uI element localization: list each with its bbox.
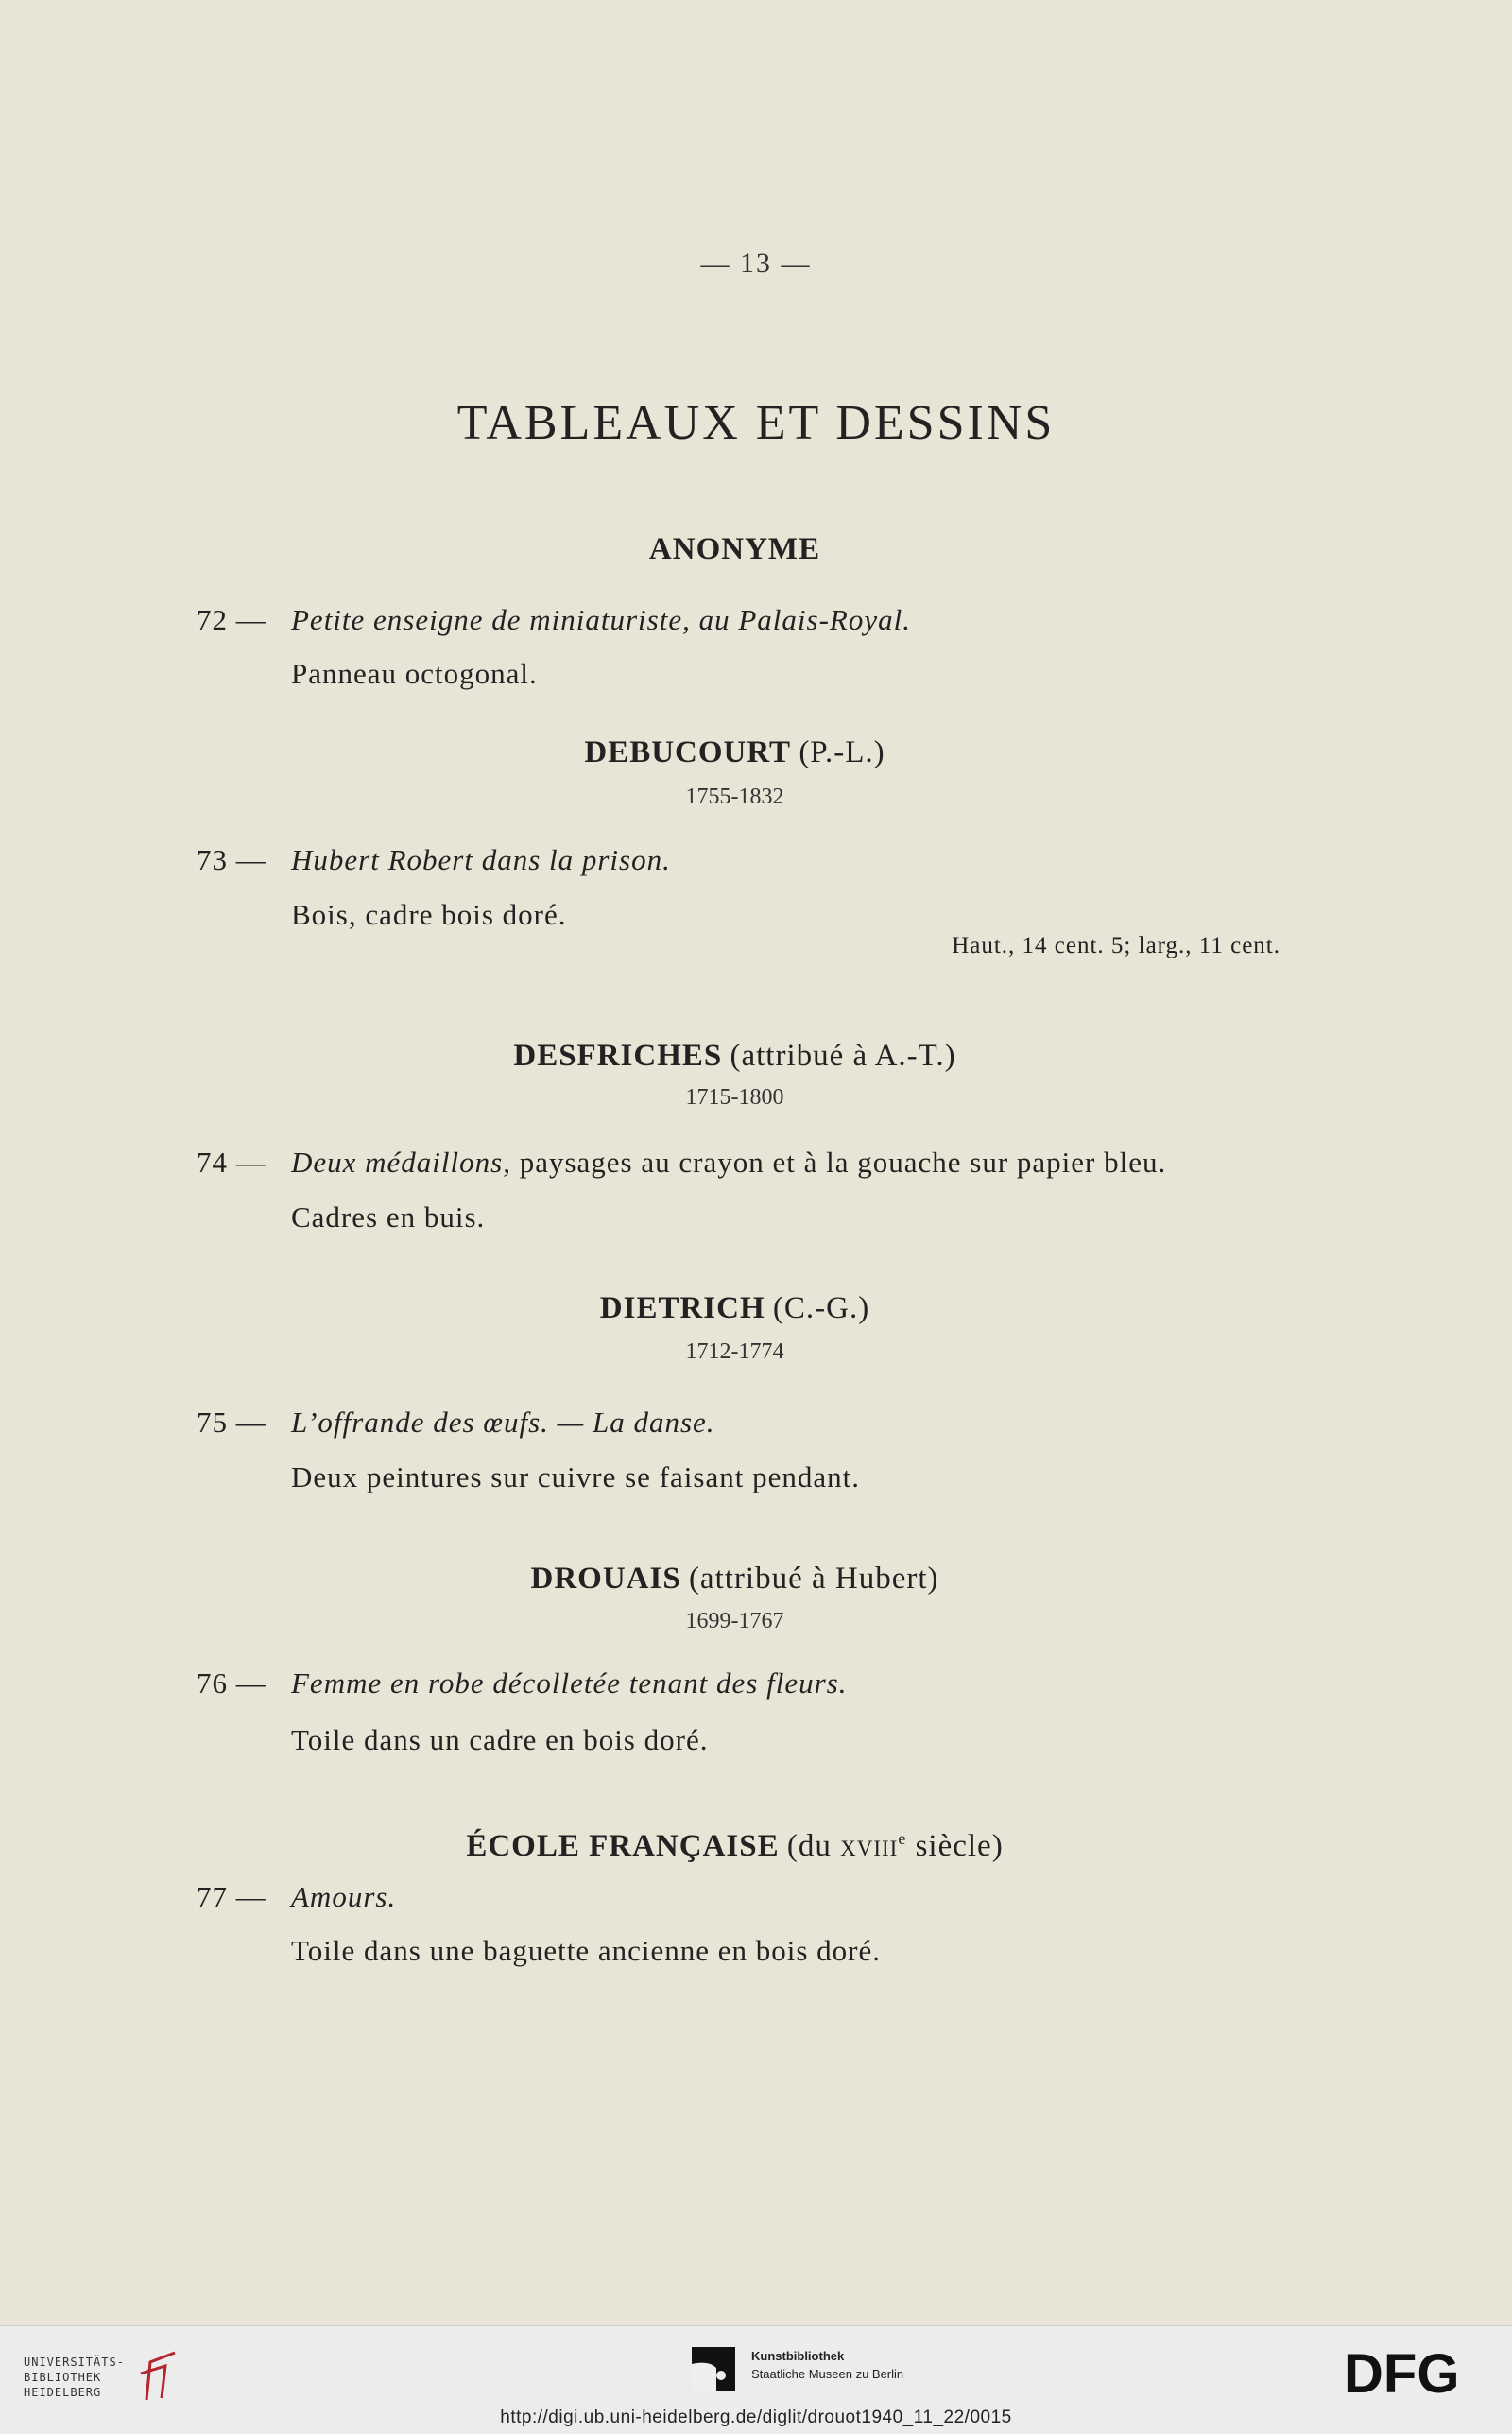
artist-heading	[0, 1829, 1469, 1864]
entry-title: Petite enseigne de miniaturiste, au Palais-Royal.	[291, 603, 911, 636]
artist-qualifier	[787, 1829, 1004, 1863]
artist-heading	[0, 532, 1469, 567]
entry-number: 73 —	[197, 843, 266, 876]
entry-description: Cadres en buis.	[291, 1200, 486, 1234]
entry-title: Deux médaillons,	[291, 1146, 511, 1179]
qualifier-prefix: (du	[786, 1829, 832, 1863]
entry-description: Panneau octogonal.	[291, 657, 538, 690]
ub-heidelberg-logo[interactable]	[24, 2355, 125, 2400]
artist-dates: 1755-1832	[685, 785, 784, 809]
entry-number: 75 —	[197, 1406, 266, 1439]
dfg-logo[interactable]	[1344, 2347, 1491, 2400]
entry-number: 74 —	[197, 1146, 266, 1179]
entry-number: 77 —	[197, 1880, 266, 1913]
section-title: TABLEAUX ET DESSINS	[456, 396, 1056, 450]
ub-line: BIBLIOTHEK	[24, 2371, 102, 2384]
artist-qualifier: (attribué à A.-T.)	[730, 1039, 956, 1073]
entry-line	[197, 843, 671, 877]
artist-qualifier: (P.-L.)	[799, 735, 885, 769]
viewer-footer	[0, 2325, 1512, 2434]
kb-title: Kunstbibliothek	[751, 2349, 845, 2363]
artist-name: DESFRICHES	[513, 1039, 723, 1073]
artist-heading	[0, 1291, 1469, 1326]
qualifier-century: xviii	[840, 1829, 899, 1863]
artist-dates: 1715-1800	[685, 1085, 784, 1110]
entry-description: Toile dans une baguette ancienne en bois doré.	[291, 1934, 882, 1967]
qualifier-suffix: siècle)	[915, 1829, 1004, 1863]
artist-qualifier: (attribué à Hubert)	[688, 1562, 939, 1596]
kunstbibliothek-text	[751, 2347, 903, 2383]
entry-title: Femme en robe décolletée tenant des fleurs.	[291, 1666, 848, 1700]
artist-qualifier: (C.-G.)	[772, 1291, 870, 1325]
artist-name: ANONYME	[648, 532, 821, 566]
entry-title: L’offrande des œufs. — La danse.	[291, 1406, 715, 1439]
dfg-logo-text: DFG	[1344, 2347, 1460, 2400]
entry-number: 72 —	[197, 603, 266, 636]
entry-title: Amours.	[291, 1880, 397, 1913]
ub-line: UNIVERSITÄTS-	[24, 2356, 125, 2369]
page-number: — 13 —	[700, 248, 812, 279]
artist-name: DIETRICH	[599, 1291, 765, 1325]
entry-line	[197, 603, 911, 637]
entry-title: Hubert Robert dans la prison.	[291, 843, 671, 876]
entry-number: 76 —	[197, 1666, 266, 1700]
entry-description: Toile dans un cadre en bois doré.	[291, 1723, 709, 1756]
artist-name: DROUAIS	[530, 1562, 681, 1596]
entry-line	[197, 1406, 715, 1440]
entry-line	[197, 1146, 1166, 1180]
entry-description: Bois, cadre bois doré.	[291, 898, 567, 931]
qualifier-sup: e	[898, 1829, 907, 1848]
kb-subtitle: Staatliche Museen zu Berlin	[751, 2367, 904, 2381]
artist-dates: 1699-1767	[685, 1609, 784, 1633]
artist-heading	[0, 1039, 1469, 1074]
artist-heading	[0, 735, 1469, 770]
entry-dimensions: Haut., 14 cent. 5; larg., 11 cent.	[952, 933, 1280, 958]
entry-line	[197, 1666, 847, 1700]
entry-line	[197, 1880, 396, 1914]
ub-heidelberg-mark-icon	[137, 2345, 182, 2404]
artist-name: ÉCOLE FRANÇAISE	[466, 1829, 780, 1863]
entry-title-rest: paysages au crayon et à la gouache sur papier bleu.	[510, 1146, 1167, 1179]
artist-name: DEBUCOURT	[584, 735, 792, 769]
source-url[interactable]: http://digi.ub.uni-heidelberg.de/diglit/drouot1940_11_22/0015	[500, 2408, 1012, 2427]
ub-line: HEIDELBERG	[24, 2386, 102, 2399]
artist-heading	[0, 1562, 1469, 1597]
artist-dates: 1712-1774	[685, 1339, 784, 1364]
entry-description: Deux peintures sur cuivre se faisant pendant.	[291, 1460, 860, 1493]
kunstbibliothek-logo-icon[interactable]	[692, 2347, 735, 2391]
